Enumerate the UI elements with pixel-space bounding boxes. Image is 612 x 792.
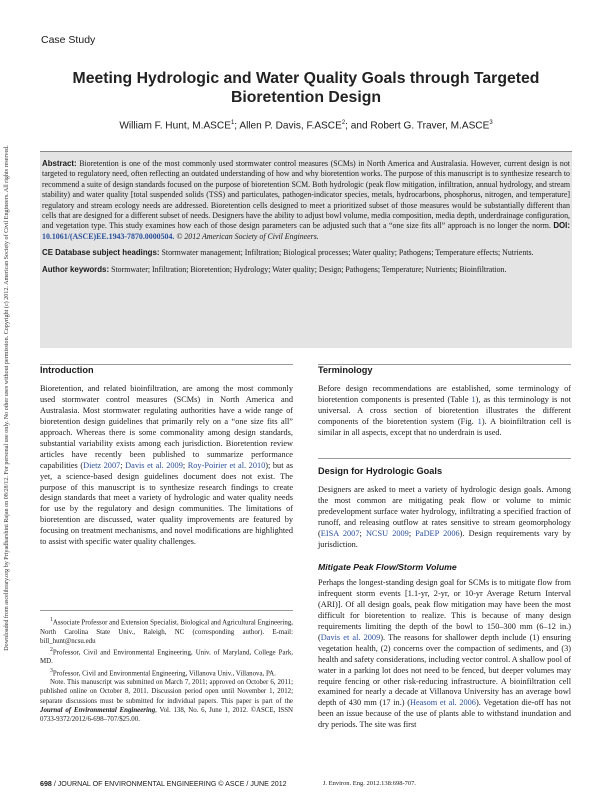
- citation-heasom[interactable]: Heasom et al. 2006: [410, 698, 476, 708]
- citation-roy-poirier[interactable]: Roy-Poirier et al. 2010: [187, 460, 266, 470]
- abstract: [42, 159, 570, 242]
- citation-davis-2009[interactable]: Davis et al. 2009: [320, 632, 381, 642]
- introduction-section: [40, 365, 293, 548]
- footnote-1: $^1$Associate Professor and Extension Specialist, Biological and Agricultural Engineering, North Carolina State Univ., Raleigh, NC (corresponding author). E-mail: bill_hunt@ncsu.edu: [40, 617, 293, 645]
- footnote-3: $^3$Professor, Civil and Environmental Engineering, Villanova Univ., Villanova, PA.: [50, 667, 276, 677]
- author-3: ; and Robert G. Traver, M.ASCE: [345, 120, 490, 132]
- journal-name: Journal of Environmental Engineering: [40, 706, 156, 714]
- journal-footer: / JOURNAL OF ENVIRONMENTAL ENGINEERING © ASCE / JUNE 2012: [51, 780, 287, 788]
- design-paragraph: Designers are asked to meet a variety of hydrologic design goals. Among the most common are mitigating peak flow or volume to mimic predevelopment surface water hydrology, infiltrating a specified fraction of runoff, and releasing outflow at rates sensitive to stream geomorphology (EISA 2007; NCSU 2009; PaDEP 2006). Design requirements vary by jurisdiction.: [318, 484, 571, 549]
- author-1: William F. Hunt, M.ASCE: [119, 120, 231, 132]
- author-keywords: [42, 265, 570, 275]
- citation-eisa[interactable]: EISA 2007: [320, 528, 360, 538]
- terminology-section: [318, 365, 571, 439]
- citation-dietz[interactable]: Dietz 2007: [83, 460, 121, 470]
- doi-label: DOI:: [553, 221, 570, 231]
- copyright-notice: © 2012 American Society of Civil Engineers.: [176, 231, 319, 241]
- subject-headings-text: Stormwater management; Infiltration; Biological processes; Water quality; Pathogens; Temperature effects; Nutrients.: [161, 248, 534, 258]
- citation-line: J. Environ. Eng. 2012.138:698-707.: [322, 780, 416, 787]
- paper-title: Meeting Hydrologic and Water Quality Goals through Targeted Bioretention Design: [72, 70, 540, 106]
- author-keywords-label: Author keywords:: [42, 264, 110, 274]
- design-rule: [318, 458, 571, 459]
- citation-padep[interactable]: PaDEP 2006: [415, 528, 460, 538]
- footnotes: [40, 616, 293, 724]
- page-footer: [40, 780, 287, 788]
- footnote-2: $^2$Professor, Civil and Environmental Engineering, Univ. of Maryland, College Park, MD.: [40, 646, 293, 666]
- peak-flow-heading: Mitigate Peak Flow/Storm Volume: [318, 562, 457, 572]
- introduction-heading: Introduction: [40, 365, 94, 375]
- citation-ncsu[interactable]: NCSU 2009: [365, 528, 409, 538]
- terminology-paragraph: Before design recommendations are established, some terminology of bioretention components is presented (Table 1), as this terminology is not universal. A cross section of bioretention illustrates the different components of the bioretention system (Fig. 1). A bioinfiltration cell is similar in all aspects, except that no underdrain is used.: [318, 383, 571, 437]
- download-notice: Downloaded from ascelibrary.org by Priyadharshini Rajan on 08/28/12. For personal use only. No other uses without permission. Copyright (c) 2012. American Society of Civil Engineers. All rights reserved.: [4, 145, 10, 651]
- manuscript-note: Note. This manuscript was submitted on March 7, 2011; approved on October 6, 2011; published online on October 8, 2011. Discussion period open until November 1, 2012; separate discussions must be submitted for individual papers. This paper is part of the Journal of Environmental Engineering, Vol. 138, No. 6, June 1, 2012. ©ASCE, ISSN 0733-9372/2012/6-698–707/$25.00.: [40, 679, 294, 723]
- author-1-mark: 1: [230, 120, 235, 126]
- terminology-heading: Terminology: [318, 365, 373, 375]
- introduction-paragraph: Bioretention, and related bioinfiltration, are among the most commonly used stormwater control measures (SCMs) in North America and Australasia. Most stormwater regulating authorities have a wide range of bioretention design guidelines that primarily rely on a “one size fits all” approach. Whereas there is some commonality among design standards, substantial variability exists among each jurisdiction. Bioretention review articles have recently been published to summarize performance capabilities (Dietz 2007; Davis et al. 2009; Roy-Poirier et al. 2010); but as yet, a science-based design guidelines document does not exist. The purpose of this manuscript is to synthesize research findings to create design standards that meet a variety of hydrologic and water quality needs for use by the regulatory and design communities. The limitations of bioretention are discussed, water quality improvements are featured by focusing on treatment mechanisms, and novel modifications are highlighted to assist with specific water quality challenges.: [40, 383, 293, 547]
- peak-flow-paragraph: Perhaps the longest-standing design goal for SCMs is to mitigate flow from infrequent storm events [1.1-yr, 2-yr, or 10-yr Average Return Interval (ARI)]. Of all design goals, peak flow mitigation may have been the most difficult for bioretention to realize. This is because of many design requirements limiting the depth of the bowl to 150–300 mm (6–12 in.) (Davis et al. 2009). The reasons for shallower depth include (1) ensuring vegetation health, (2) concerns over the compaction of sediments, and (3) health and safety considerations, including vector control. A shallow pool of water in a parking lot does not need to be fenced, but deeper volumes may require fencing or other risk-reducing infrastructure. A bioinfiltration cell examined for nearly a decade at Villanova University has an average bowl depth of 430 mm (17 in.) (Heasom et al. 2006). Vegetation die-off has not been an issue because of the use of plants able to withstand inundation and dry periods. The site was first: [318, 577, 571, 730]
- author-2-mark: 2: [341, 120, 346, 126]
- citation-davis[interactable]: Davis et al. 2009: [125, 460, 183, 470]
- subject-headings-label: CE Database subject headings:: [42, 248, 160, 258]
- doi-link[interactable]: 10.1061/(ASCE)EE.1943-7870.0000504.: [42, 231, 175, 241]
- section-label: Case Study: [41, 34, 96, 46]
- abstract-text: Bioretention is one of the most commonly used stormwater control measures (SCMs) in North America and Australasia. However, current design is not targeted to regulatory need, often reflecting an outdated understanding of how and why bioretention works. The purpose of this manuscript is to synthesize research to recommend a suite of design standards focused on the purpose of bioretention SCM. Both hydrologic (peak flow mitigation, infiltration, annual hydrology, and stream stability) and water quality [total suspended solids (TSS) and particulates, pathogen-indicator species, metals, hydrocarbons, phosphorus, nitrogen, and temperature] regulatory and stream ecology needs are addressed. Bioretention cells designed to meet a prioritized subset of those measures would be substantially different than cells that are designed for a different subset of needs. Designers have the ability to adjust bowl volume, media composition, media depth, underdrainage configuration, and vegetation type. This study examines how each of those design parameters can be adjusted such that a “one size fits all” approach is no longer the norm.: [42, 159, 570, 231]
- subject-headings: [42, 248, 570, 258]
- abstract-box: [40, 151, 572, 348]
- author-keywords-text: Stormwater; Infiltration; Bioretention; Hydrology; Water quality; Design; Pathogens; Temperature; Nutrients; Bioinfiltration.: [111, 264, 507, 274]
- table-1-link[interactable]: 1: [471, 394, 476, 404]
- footnote-rule: [40, 610, 293, 611]
- figure-1-link[interactable]: 1: [477, 416, 482, 426]
- design-section: [318, 466, 571, 551]
- author-3-mark: 3: [489, 120, 493, 126]
- design-heading: Design for Hydrologic Goals: [318, 466, 443, 476]
- abstract-label: Abstract:: [42, 159, 77, 168]
- author-list: [60, 120, 552, 131]
- peak-flow-section: [318, 562, 571, 731]
- author-2: ; Allen P. Davis, F.ASCE: [234, 120, 342, 132]
- page-number: 698: [40, 780, 52, 788]
